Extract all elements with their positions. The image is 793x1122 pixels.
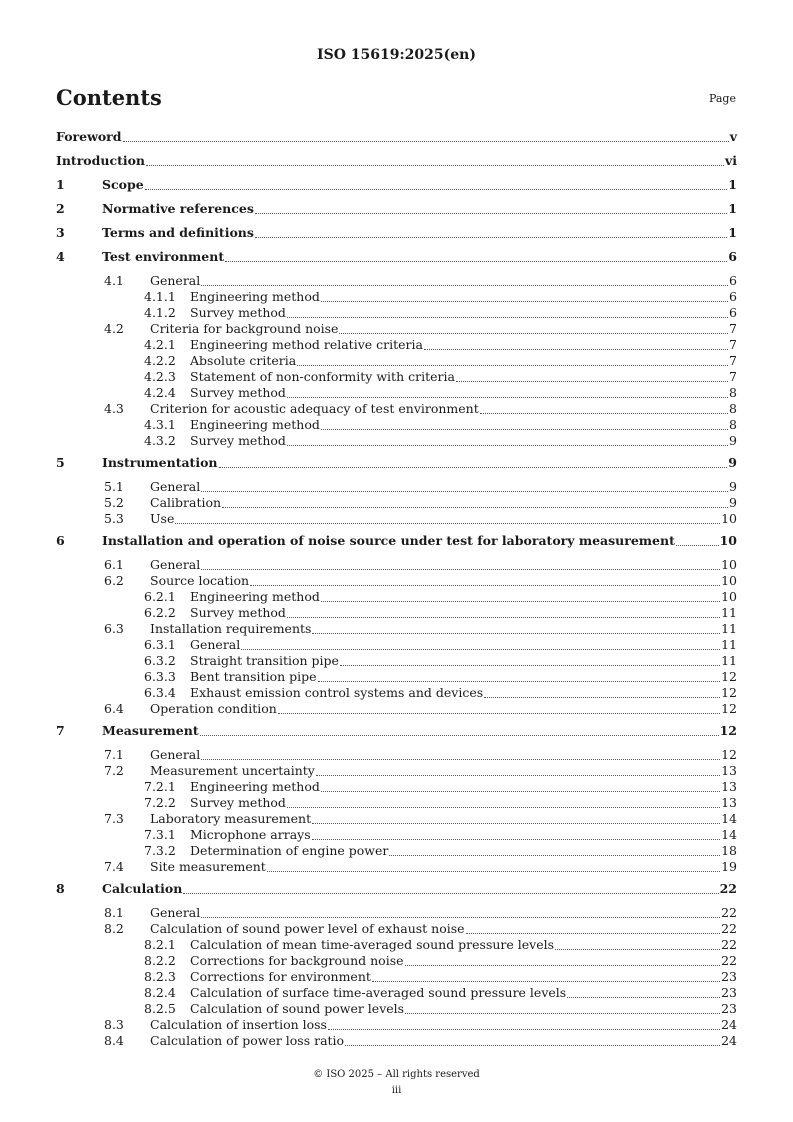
- toc-entry[interactable]: [56, 201, 737, 225]
- toc-entry-page[interactable]: 23: [721, 1001, 737, 1016]
- toc-entry[interactable]: [56, 433, 737, 449]
- toc-entry-number: 8.2.2: [144, 953, 176, 968]
- toc-entry[interactable]: [56, 321, 737, 337]
- page-column-label: Page: [708, 92, 736, 105]
- toc-entry-title[interactable]: Exhaust emission control systems and devices: [190, 685, 484, 700]
- toc-entry-title[interactable]: Calculation of mean time-averaged sound pressure levels: [190, 937, 555, 952]
- page-footer: [0, 1067, 793, 1099]
- toc-entry[interactable]: [56, 557, 737, 573]
- dot-leader: [201, 273, 728, 286]
- toc-entry-title[interactable]: Engineering method: [190, 779, 320, 794]
- toc-entry-title[interactable]: Calculation of surface time-averaged sound pressure levels: [190, 985, 567, 1000]
- dot-leader: [321, 417, 728, 430]
- dot-leader: [123, 129, 729, 142]
- toc-entry-number: 5.1: [104, 479, 124, 494]
- toc-entry-page[interactable]: 9: [729, 479, 737, 494]
- toc-entry-number: 7.4: [104, 859, 124, 874]
- toc-entry-title[interactable]: Installation requirements: [150, 621, 312, 636]
- toc-entry[interactable]: [56, 605, 737, 621]
- toc-entry-title[interactable]: Calibration: [150, 495, 222, 510]
- table-of-contents: [56, 129, 737, 1049]
- toc-entry-page[interactable]: 12: [721, 701, 737, 716]
- toc-entry-number: 6.3: [104, 621, 124, 636]
- toc-entry-number: 5.2: [104, 495, 124, 510]
- toc-entry[interactable]: [56, 417, 737, 433]
- dot-leader: [340, 653, 720, 666]
- dot-leader: [267, 859, 720, 872]
- dot-leader: [466, 921, 721, 934]
- dot-leader: [389, 843, 720, 856]
- toc-entry-title[interactable]: Measurement: [102, 723, 199, 738]
- toc-entry-number: 2: [56, 201, 65, 216]
- toc-entry-title[interactable]: Absolute criteria: [190, 353, 297, 368]
- toc-entry-number: 8.3: [104, 1017, 124, 1032]
- dot-leader: [201, 905, 720, 918]
- toc-entry-page[interactable]: 8: [729, 385, 737, 400]
- toc-entry-title[interactable]: Foreword: [56, 129, 122, 144]
- toc-entry[interactable]: [56, 337, 737, 353]
- toc-entry-title[interactable]: Microphone arrays: [190, 827, 311, 842]
- toc-entry[interactable]: [56, 985, 737, 1001]
- toc-entry-title[interactable]: Calculation of insertion loss: [150, 1017, 327, 1032]
- dot-leader: [480, 401, 728, 414]
- dot-leader: [372, 969, 720, 982]
- dot-leader: [241, 637, 720, 650]
- toc-entry-number: 8.2.5: [144, 1001, 176, 1016]
- toc-entry-number: 7.2.1: [144, 779, 176, 794]
- toc-entry-page[interactable]: 9: [728, 455, 737, 470]
- dot-leader: [287, 385, 728, 398]
- dot-leader: [278, 701, 720, 714]
- toc-entry[interactable]: [56, 685, 737, 701]
- dot-leader: [321, 779, 720, 792]
- toc-entry-title[interactable]: Engineering method relative criteria: [190, 337, 423, 352]
- toc-entry-number: 4.3: [104, 401, 124, 416]
- toc-entry-number: 6.2.2: [144, 605, 176, 620]
- toc-entry-title[interactable]: General: [150, 905, 201, 920]
- toc-entry-title[interactable]: Survey method: [190, 385, 286, 400]
- toc-entry[interactable]: [56, 795, 737, 811]
- dot-leader: [255, 201, 727, 214]
- toc-entry-page[interactable]: 22: [721, 937, 737, 952]
- dot-leader: [676, 533, 719, 546]
- toc-entry[interactable]: [56, 369, 737, 385]
- toc-entry-title[interactable]: Scope: [102, 177, 144, 192]
- dot-leader: [456, 369, 728, 382]
- toc-entry-title[interactable]: Calculation of sound power level of exhaust noise: [150, 921, 465, 936]
- dot-leader: [200, 723, 719, 736]
- toc-entry-title[interactable]: Corrections for background noise: [190, 953, 404, 968]
- toc-entry-page[interactable]: 10: [721, 511, 737, 526]
- dot-leader: [312, 811, 720, 824]
- dot-leader: [225, 249, 727, 262]
- toc-entry[interactable]: [56, 843, 737, 859]
- toc-entry-title[interactable]: Source location: [150, 573, 250, 588]
- toc-entry[interactable]: [56, 153, 737, 177]
- toc-entry[interactable]: [56, 763, 737, 779]
- toc-entry-number: 6.3.3: [144, 669, 176, 684]
- toc-entry-number: 4.2.4: [144, 385, 176, 400]
- toc-entry-title[interactable]: Instrumentation: [102, 455, 218, 470]
- toc-entry-page[interactable]: 11: [721, 653, 737, 668]
- toc-entry-number: 4.2.3: [144, 369, 176, 384]
- toc-entry-number: 4: [56, 249, 65, 264]
- toc-entry-page[interactable]: 23: [721, 985, 737, 1000]
- toc-entry-number: 4.3.1: [144, 417, 176, 432]
- toc-entry[interactable]: [56, 779, 737, 795]
- toc-entry-title[interactable]: Test environment: [102, 249, 225, 264]
- toc-entry-number: 6.1: [104, 557, 124, 572]
- toc-entry-number: 4.2: [104, 321, 124, 336]
- toc-entry-page[interactable]: vi: [724, 153, 737, 168]
- toc-entry[interactable]: [56, 225, 737, 249]
- dot-leader: [345, 1033, 720, 1046]
- dot-leader: [312, 827, 720, 840]
- toc-entry-page[interactable]: 13: [721, 779, 737, 794]
- toc-entry-number: 7.3: [104, 811, 124, 826]
- toc-entry[interactable]: [56, 249, 737, 273]
- toc-entry-title[interactable]: Engineering method: [190, 417, 320, 432]
- toc-entry-page[interactable]: 10: [721, 557, 737, 572]
- copyright-notice: © ISO 2025 – All rights reserved: [313, 1069, 480, 1080]
- dot-leader: [201, 747, 720, 760]
- toc-entry[interactable]: [56, 1001, 737, 1017]
- dot-leader: [316, 763, 720, 776]
- toc-entry-page[interactable]: v: [729, 129, 737, 144]
- dot-leader: [146, 153, 724, 166]
- toc-entry-number: 7.3.2: [144, 843, 176, 858]
- toc-entry[interactable]: [56, 589, 737, 605]
- dot-leader: [297, 353, 728, 366]
- toc-entry-page[interactable]: 13: [721, 795, 737, 810]
- dot-leader: [405, 953, 721, 966]
- toc-entry-number: 7: [56, 723, 65, 738]
- toc-entry[interactable]: [56, 969, 737, 985]
- toc-entry-page[interactable]: 13: [721, 763, 737, 778]
- dot-leader: [287, 433, 728, 446]
- toc-entry-page[interactable]: 6: [729, 289, 737, 304]
- dot-leader: [328, 1017, 720, 1030]
- toc-entry-title[interactable]: General: [150, 273, 201, 288]
- toc-entry[interactable]: [56, 621, 737, 637]
- toc-entry-title[interactable]: Engineering method: [190, 289, 320, 304]
- toc-entry-page[interactable]: 6: [729, 273, 737, 288]
- toc-entry-number: 7.2: [104, 763, 124, 778]
- toc-entry-number: 4.2.2: [144, 353, 176, 368]
- toc-entry-page[interactable]: 12: [721, 747, 737, 762]
- toc-entry-number: 8.4: [104, 1033, 124, 1048]
- dot-leader: [567, 985, 720, 998]
- toc-entry-page[interactable]: 1: [728, 201, 737, 216]
- toc-entry[interactable]: [56, 289, 737, 305]
- toc-entry[interactable]: [56, 385, 737, 401]
- toc-entry-page[interactable]: 1: [728, 225, 737, 240]
- toc-entry-page[interactable]: 10: [721, 589, 737, 604]
- dot-leader: [318, 669, 721, 682]
- toc-entry-page[interactable]: 14: [721, 811, 737, 826]
- toc-entry-page[interactable]: 12: [719, 723, 737, 738]
- toc-entry-number: 1: [56, 177, 65, 192]
- dot-leader: [175, 511, 720, 524]
- toc-entry[interactable]: [56, 479, 737, 495]
- toc-entry-number: 6: [56, 533, 65, 548]
- toc-entry-page[interactable]: 23: [721, 969, 737, 984]
- toc-entry[interactable]: [56, 723, 737, 747]
- toc-entry[interactable]: [56, 905, 737, 921]
- toc-entry-title[interactable]: Corrections for environment: [190, 969, 371, 984]
- toc-entry-page[interactable]: 8: [729, 401, 737, 416]
- toc-entry[interactable]: [56, 669, 737, 685]
- toc-entry-number: 6.3.4: [144, 685, 176, 700]
- toc-entry-page[interactable]: 6: [728, 249, 737, 264]
- toc-entry-title[interactable]: General: [150, 557, 201, 572]
- toc-entry-title[interactable]: General: [150, 747, 201, 762]
- toc-entry[interactable]: [56, 637, 737, 653]
- toc-entry-number: 4.2.1: [144, 337, 176, 352]
- page-title: Contents: [56, 85, 162, 110]
- toc-entry-page[interactable]: 7: [729, 353, 737, 368]
- toc-entry-title[interactable]: Engineering method: [190, 589, 320, 604]
- toc-entry-page[interactable]: 22: [721, 921, 737, 936]
- toc-entry[interactable]: [56, 455, 737, 479]
- toc-entry-page[interactable]: 18: [721, 843, 737, 858]
- toc-entry-number: 6.2: [104, 573, 124, 588]
- toc-entry-title[interactable]: Normative references: [102, 201, 254, 216]
- toc-entry-page[interactable]: 22: [719, 881, 737, 896]
- toc-entry-page[interactable]: 24: [721, 1033, 737, 1048]
- dot-leader: [424, 337, 728, 350]
- dot-leader: [555, 937, 720, 950]
- toc-entry[interactable]: [56, 701, 737, 717]
- toc-entry[interactable]: [56, 177, 737, 201]
- toc-entry-page[interactable]: 24: [721, 1017, 737, 1032]
- toc-entry[interactable]: [56, 921, 737, 937]
- toc-entry-number: 5.3: [104, 511, 124, 526]
- toc-entry-title[interactable]: Calculation of power loss ratio: [150, 1033, 345, 1048]
- toc-entry-title[interactable]: Survey method: [190, 605, 286, 620]
- toc-entry-number: 6.3.2: [144, 653, 176, 668]
- toc-entry-page[interactable]: 11: [721, 637, 737, 652]
- toc-entry-title[interactable]: General: [150, 479, 201, 494]
- toc-entry-page[interactable]: 22: [721, 905, 737, 920]
- toc-entry-title[interactable]: Site measurement: [150, 859, 266, 874]
- toc-entry[interactable]: [56, 401, 737, 417]
- toc-entry-title[interactable]: Bent transition pipe: [190, 669, 317, 684]
- toc-entry-number: 5: [56, 455, 65, 470]
- toc-entry-page[interactable]: 7: [729, 369, 737, 384]
- toc-entry[interactable]: [56, 827, 737, 843]
- toc-entry-page[interactable]: 7: [729, 321, 737, 336]
- toc-entry-number: 4.1: [104, 273, 124, 288]
- toc-entry[interactable]: [56, 511, 737, 527]
- toc-entry[interactable]: [56, 653, 737, 669]
- dot-leader: [405, 1001, 720, 1014]
- toc-entry-number: 6.4: [104, 701, 124, 716]
- toc-entry-title[interactable]: Measurement uncertainty: [150, 763, 315, 778]
- dot-leader: [321, 589, 720, 602]
- toc-entry[interactable]: [56, 129, 737, 153]
- toc-entry[interactable]: [56, 747, 737, 763]
- toc-entry-title[interactable]: Criterion for acoustic adequacy of test environment: [150, 401, 479, 416]
- toc-entry-title[interactable]: Calculation of sound power levels: [190, 1001, 405, 1016]
- toc-entry-page[interactable]: 6: [729, 305, 737, 320]
- dot-leader: [250, 573, 720, 586]
- dot-leader: [287, 605, 720, 618]
- toc-entry-title[interactable]: Survey method: [190, 795, 286, 810]
- toc-entry[interactable]: [56, 533, 737, 557]
- toc-entry-number: 7.3.1: [144, 827, 176, 842]
- dot-leader: [287, 305, 728, 318]
- toc-entry[interactable]: [56, 305, 737, 321]
- toc-entry[interactable]: [56, 495, 737, 511]
- toc-entry-page[interactable]: 10: [721, 573, 737, 588]
- toc-entry-page[interactable]: 22: [721, 953, 737, 968]
- toc-entry-number: 6.2.1: [144, 589, 176, 604]
- toc-entry[interactable]: [56, 881, 737, 905]
- toc-entry-page[interactable]: 1: [728, 177, 737, 192]
- toc-entry-title[interactable]: Survey method: [190, 305, 286, 320]
- toc-entry-title[interactable]: Determination of engine power: [190, 843, 389, 858]
- dot-leader: [219, 455, 728, 468]
- toc-entry-title[interactable]: Operation condition: [150, 701, 277, 716]
- toc-entry-number: 7.2.2: [144, 795, 176, 810]
- toc-entry[interactable]: [56, 273, 737, 289]
- toc-entry-number: 8.2.4: [144, 985, 176, 1000]
- toc-entry-title[interactable]: Installation and operation of noise source under test for laboratory measurement: [102, 533, 675, 548]
- toc-entry-page[interactable]: 10: [719, 533, 737, 548]
- toc-entry-title[interactable]: Criteria for background noise: [150, 321, 339, 336]
- toc-entry-page[interactable]: 9: [729, 433, 737, 448]
- toc-entry[interactable]: [56, 1017, 737, 1033]
- toc-entry-number: 8: [56, 881, 65, 896]
- toc-entry-title[interactable]: Introduction: [56, 153, 146, 168]
- dot-leader: [339, 321, 728, 334]
- toc-entry-title[interactable]: Laboratory measurement: [150, 811, 312, 826]
- toc-entry-title[interactable]: Survey method: [190, 433, 286, 448]
- toc-entry-page[interactable]: 9: [729, 495, 737, 510]
- toc-entry-title[interactable]: Calculation: [102, 881, 183, 896]
- toc-entry-number: 8.2.3: [144, 969, 176, 984]
- toc-entry-title[interactable]: Statement of non-conformity with criteria: [190, 369, 455, 384]
- dot-leader: [183, 881, 718, 894]
- toc-entry-number: 7.1: [104, 747, 124, 762]
- toc-entry-number: 4.1.1: [144, 289, 176, 304]
- toc-entry-title[interactable]: Straight transition pipe: [190, 653, 339, 668]
- toc-entry-number: 6.3.1: [144, 637, 176, 652]
- toc-entry-number: 4.1.2: [144, 305, 176, 320]
- toc-entry-title[interactable]: General: [190, 637, 241, 652]
- toc-entry-number: 8.2.1: [144, 937, 176, 952]
- dot-leader: [145, 177, 728, 190]
- dot-leader: [321, 289, 728, 302]
- dot-leader: [222, 495, 728, 508]
- toc-entry[interactable]: [56, 937, 737, 953]
- toc-entry[interactable]: [56, 573, 737, 589]
- toc-entry-page[interactable]: 11: [721, 605, 737, 620]
- dot-leader: [287, 795, 720, 808]
- page-number: iii: [391, 1085, 402, 1096]
- toc-entry-page[interactable]: 11: [721, 621, 737, 636]
- toc-entry[interactable]: [56, 859, 737, 875]
- toc-entry[interactable]: [56, 811, 737, 827]
- toc-entry-number: 4.3.2: [144, 433, 176, 448]
- toc-entry-page[interactable]: 12: [721, 669, 737, 684]
- toc-entry[interactable]: [56, 1033, 737, 1049]
- dot-leader: [255, 225, 727, 238]
- toc-entry-number: 8.1: [104, 905, 124, 920]
- dot-leader: [484, 685, 720, 698]
- dot-leader: [312, 621, 720, 634]
- dot-leader: [201, 479, 728, 492]
- toc-entry[interactable]: [56, 353, 737, 369]
- toc-entry-page[interactable]: 12: [721, 685, 737, 700]
- dot-leader: [201, 557, 720, 570]
- toc-entry-number: 8.2: [104, 921, 124, 936]
- toc-entry-page[interactable]: 7: [729, 337, 737, 352]
- toc-entry-page[interactable]: 19: [721, 859, 737, 874]
- toc-entry[interactable]: [56, 953, 737, 969]
- toc-entry-title[interactable]: Terms and definitions: [102, 225, 254, 240]
- toc-entry-page[interactable]: 14: [721, 827, 737, 842]
- toc-entry-number: 3: [56, 225, 65, 240]
- toc-entry-title[interactable]: Use: [150, 511, 175, 526]
- document-header: ISO 15619:2025(en): [317, 47, 476, 63]
- toc-entry-page[interactable]: 8: [729, 417, 737, 432]
